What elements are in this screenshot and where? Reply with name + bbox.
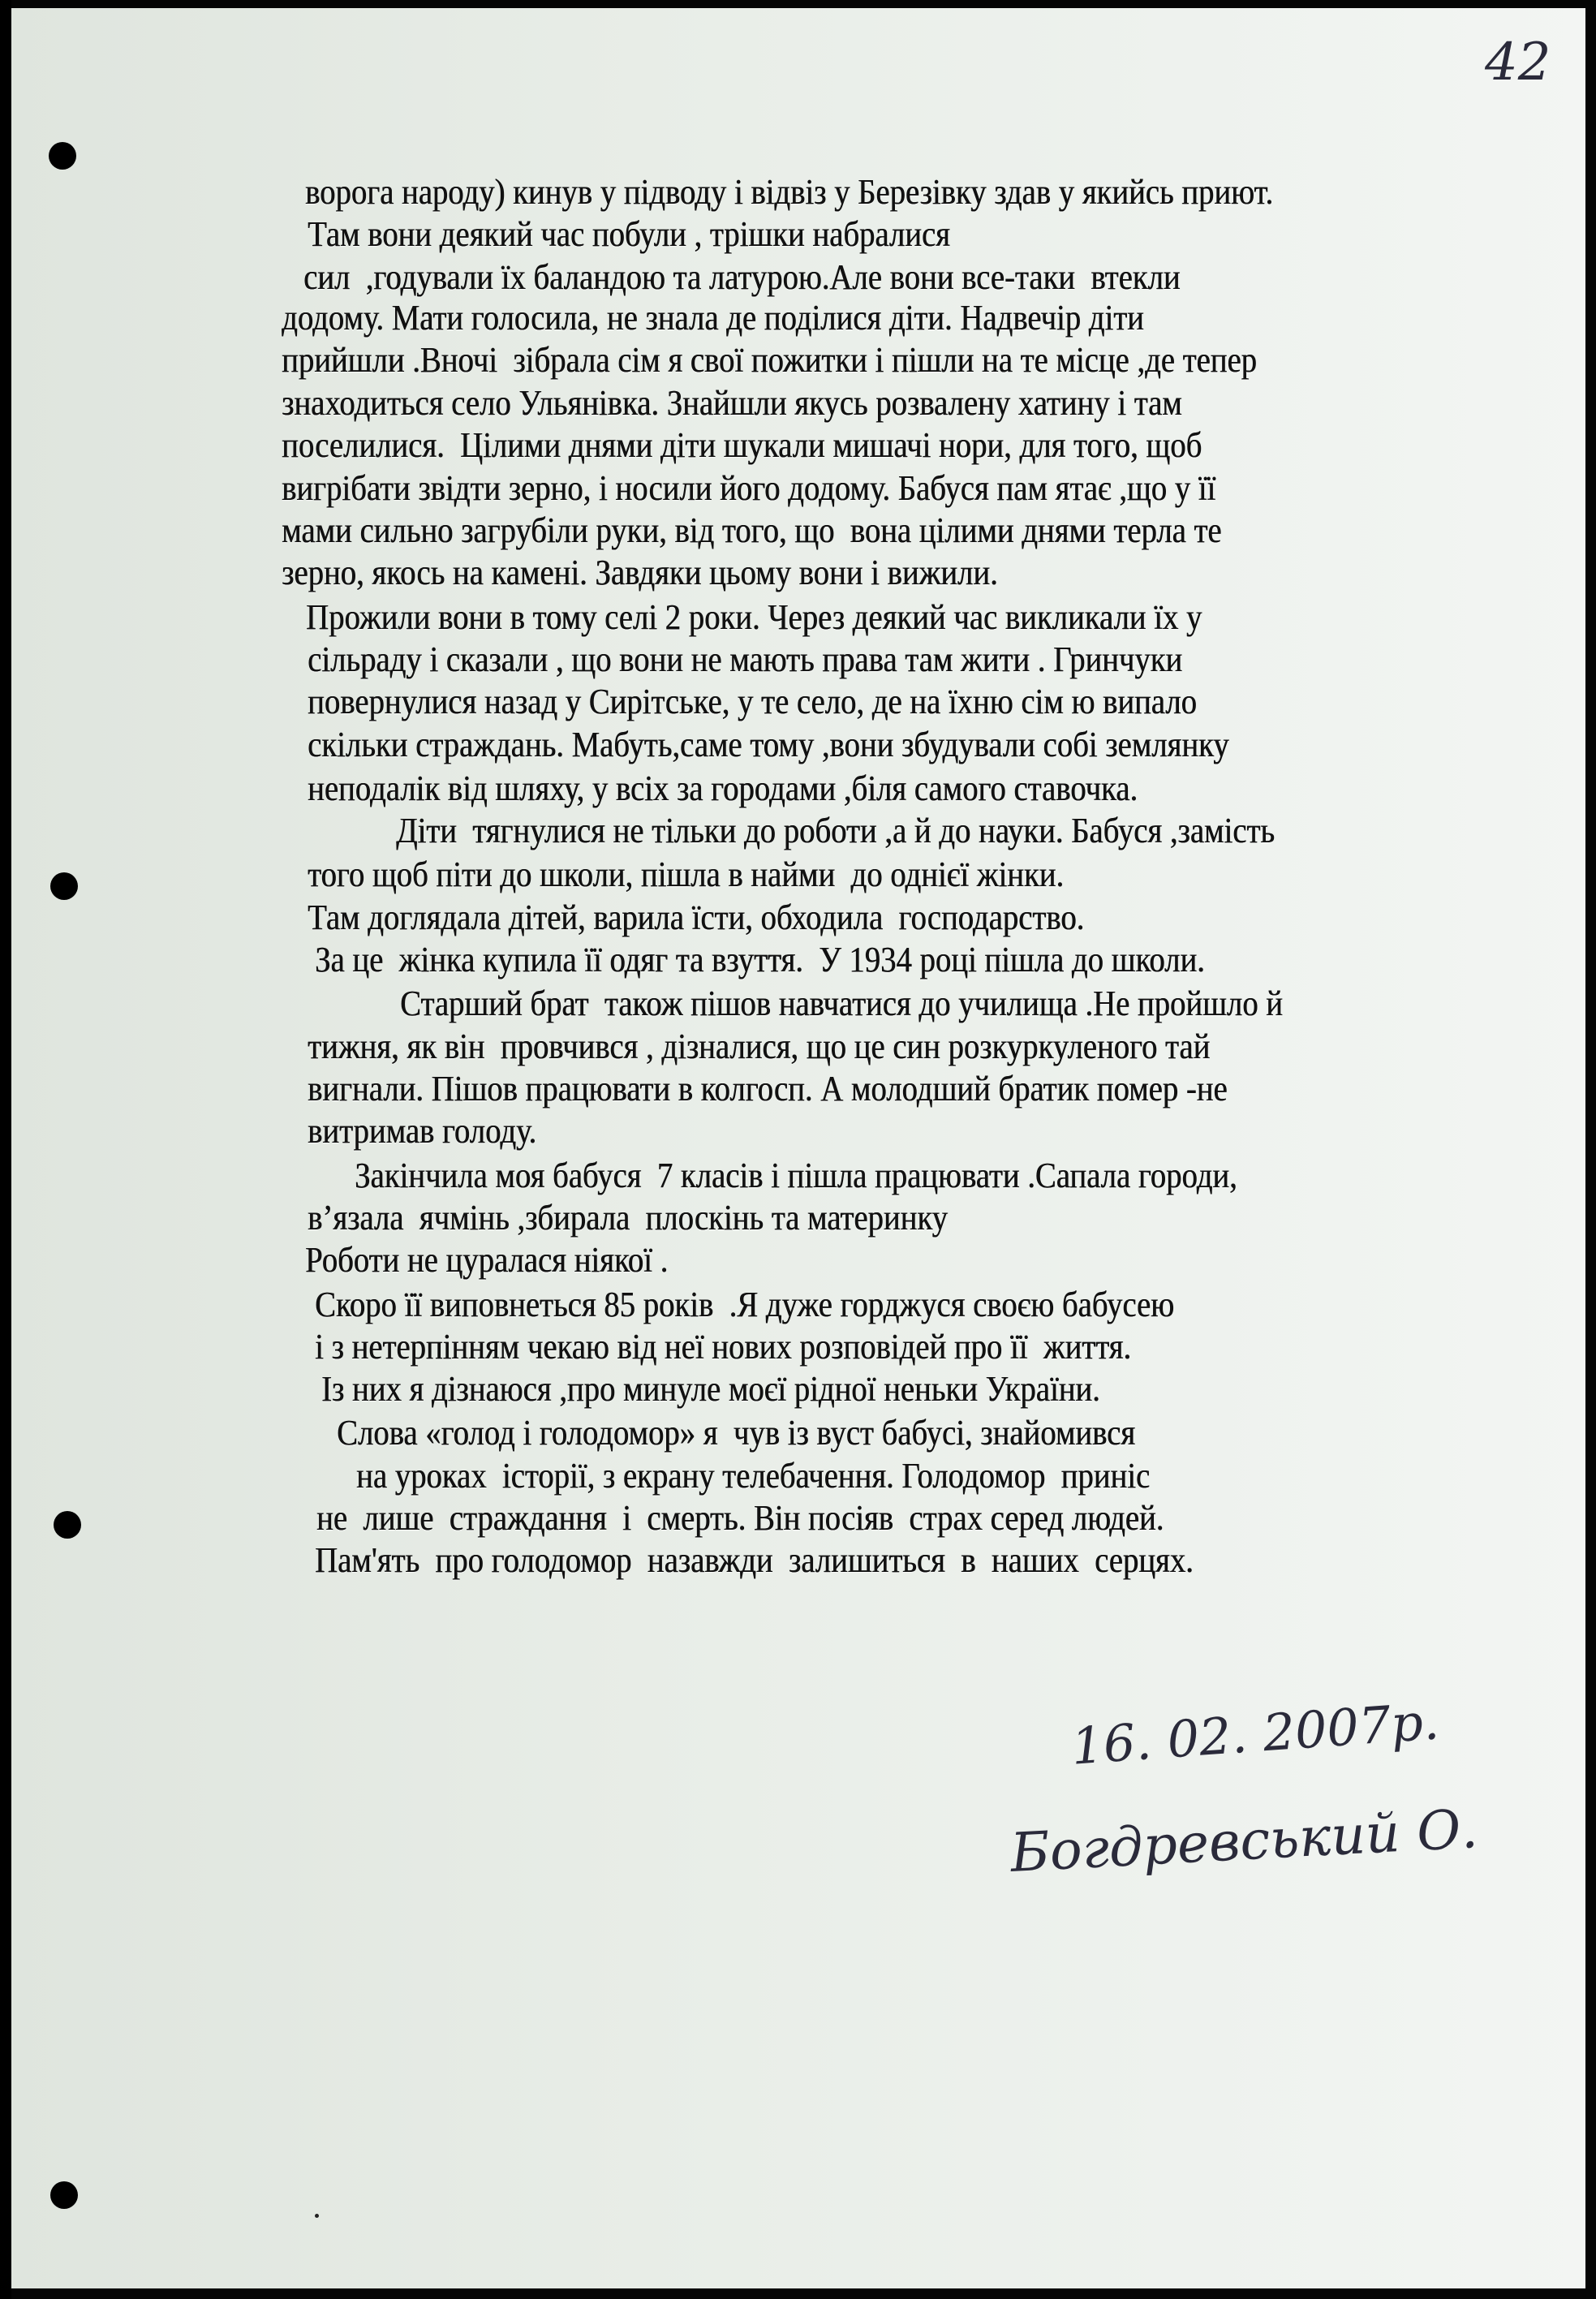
punch-hole	[49, 142, 76, 170]
text-line: тижня, як він провчився , дізналися, що це син розкуркуленого тай	[308, 1027, 1211, 1066]
text-line: витримав голоду.	[308, 1111, 537, 1151]
text-line: Закінчила моя бабуся 7 класів і пішла працювати .Сапала городи,	[355, 1156, 1237, 1195]
text-line: вигнали. Пішов працювати в колгосп. А молодший братик помер -не	[308, 1069, 1228, 1109]
handwritten-date: 16. 02. 2007р.	[1069, 1691, 1441, 1776]
text-line: ворога народу) кинув у підводу і відвіз у Березівку здав у якийсь приют.	[305, 172, 1274, 212]
punch-hole	[50, 872, 78, 900]
text-line: поселилися. Цілими днями діти шукали мишачі нори, для того, щоб	[282, 425, 1202, 465]
text-line: Роботи не цуралася ніякої .	[305, 1240, 669, 1280]
text-line: Діти тягнулися не тільки до роботи ,а й до науки. Бабуся ,замість	[396, 811, 1275, 850]
text-line: скільки страждань. Мабуть,саме тому ,вони збудували собі землянку	[308, 725, 1229, 764]
punch-hole	[50, 2181, 78, 2209]
text-line: Там доглядала дітей, варила їсти, обходила господарство.	[308, 898, 1085, 937]
text-line: Слова «голод і голодомор» я чув із вуст бабусі, знайомився	[337, 1413, 1135, 1453]
text-line: в’язала ячмінь ,збирала плоскінь та материнку	[308, 1198, 948, 1238]
text-line: Там вони деякий час побули , трішки набралися	[308, 214, 950, 254]
text-line: і з нетерпінням чекаю від неї нових розповідей про її життя.	[315, 1327, 1131, 1367]
text-line: повернулися назад у Сирітське, у те село, де на їхню сім ю випало	[308, 682, 1197, 721]
scan-edge	[0, 0, 11, 2299]
text-line: того щоб піти до школи, пішла в найми до однієї жінки.	[308, 855, 1065, 894]
speck	[315, 2214, 319, 2218]
page-number: 42	[1485, 32, 1551, 93]
punch-hole	[54, 1511, 81, 1539]
signature: Богдревський О.	[1009, 1797, 1480, 1885]
text-line: сил ,годували їх баландою та латурою.Але вони все-таки втекли	[303, 257, 1181, 297]
text-line: додому. Мати голосила, не знала де поділися діти. Надвечір діти	[282, 298, 1144, 338]
text-line: Пам'ять про голодомор назавжди залишиться в наших серцях.	[315, 1540, 1194, 1580]
text-line: знаходиться село Ульянівка. Знайшли якусь розвалену хатину і там	[282, 383, 1182, 423]
text-line: За це жінка купила її одяг та взуття. У 1934 році пішла до школи.	[315, 940, 1205, 979]
text-line: вигрібати звідти зерно, і носили його додому. Бабуся пам ятає ,що у її	[282, 468, 1216, 508]
text-line: сільраду і сказали , що вони не мають права там жити . Гринчуки	[308, 639, 1183, 679]
text-line: Прожили вони в тому селі 2 роки. Через деякий час викликали їх у	[306, 597, 1202, 637]
text-line: не лише страждання і смерть. Він посіяв страх серед людей.	[316, 1498, 1164, 1538]
text-line: Старший брат також пішов навчатися до училища .Не пройшло й	[400, 984, 1283, 1023]
text-line: Із них я дізнаюся ,про минуле моєї рідної неньки України.	[321, 1369, 1100, 1409]
text-line: мами сильно загрубіли руки, від того, що вона цілими днями терла те	[282, 510, 1222, 550]
text-line: Скоро її виповнеться 85 років .Я дуже горджуся своєю бабусею	[315, 1285, 1174, 1324]
text-line: прийшли .Вночі зібрала сім я свої пожитки і пішли на те місце ,де тепер	[282, 340, 1257, 380]
text-line: зерно, якось на камені. Завдяки цьому вони і вижили.	[282, 553, 998, 592]
text-line: на уроках історії, з екрану телебачення. Голодомор приніс	[356, 1456, 1151, 1496]
text-line: неподалік від шляху, у всіх за городами ,біля самого ставочка.	[308, 768, 1138, 808]
